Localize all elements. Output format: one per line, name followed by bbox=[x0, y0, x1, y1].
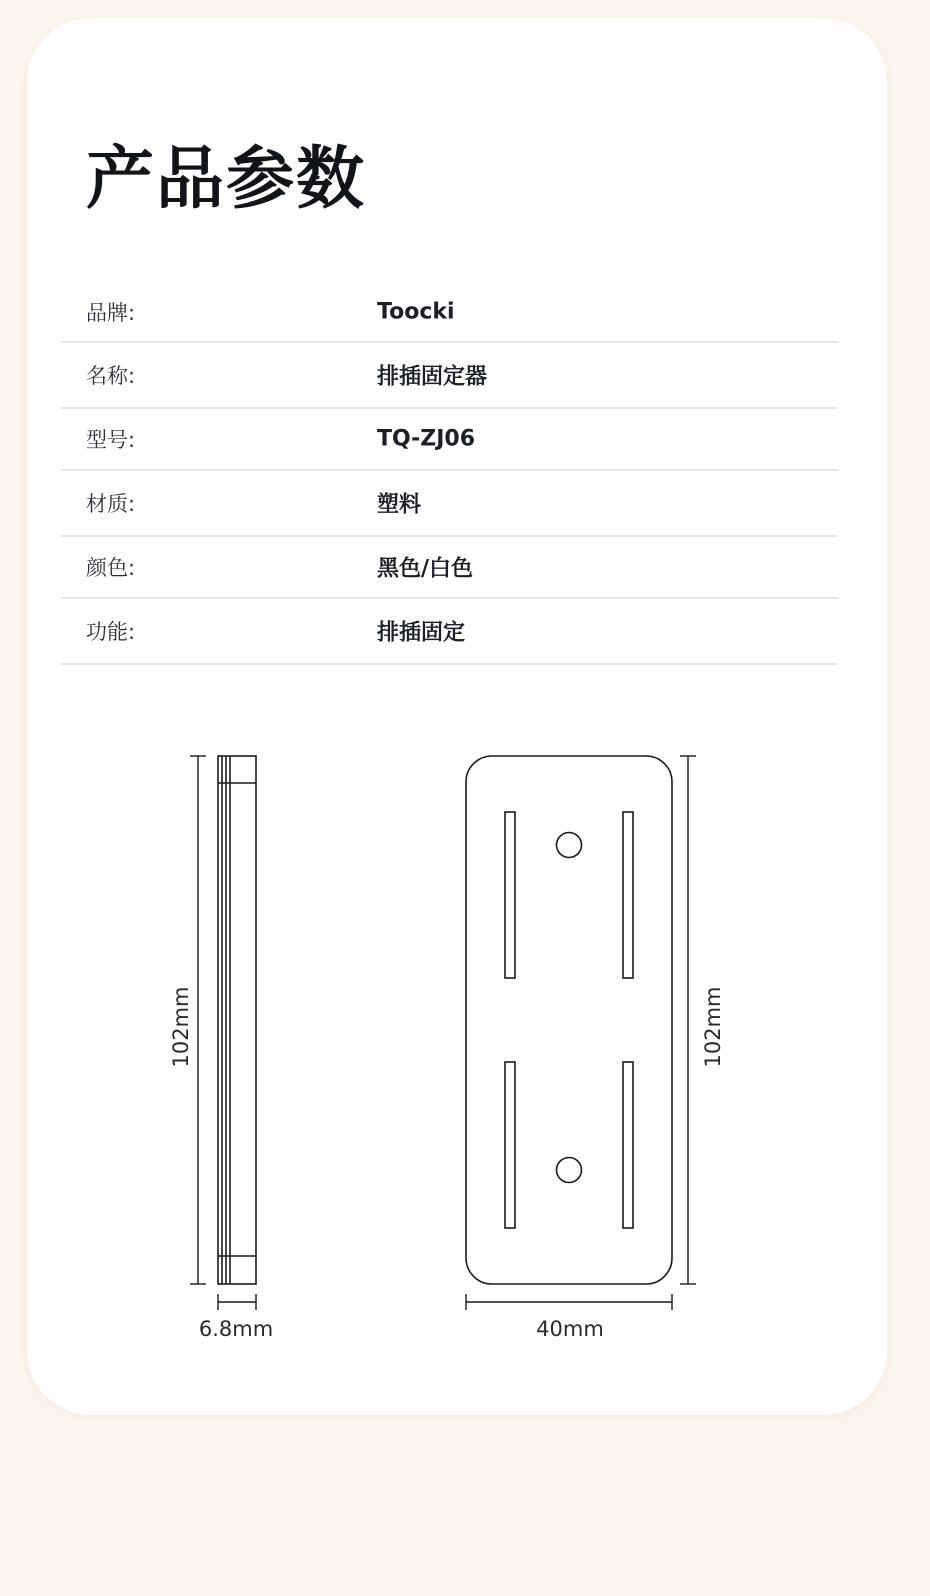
spec-key: 功能: bbox=[86, 620, 136, 644]
side-view bbox=[218, 756, 256, 1284]
spec-key: 品牌: bbox=[86, 301, 136, 325]
front-plate bbox=[466, 756, 672, 1284]
side-thickness-label: 6.8mm bbox=[198, 1317, 274, 1341]
spec-value: 排插固定器 bbox=[377, 364, 488, 390]
spec-key: 颜色: bbox=[86, 556, 136, 580]
spec-key: 名称: bbox=[86, 364, 136, 388]
front-width-dimension bbox=[466, 1294, 672, 1310]
spec-key: 型号: bbox=[86, 428, 136, 452]
page-title: 产品参数 bbox=[86, 140, 367, 219]
screw-hole bbox=[557, 833, 582, 858]
spec-value: 排插固定 bbox=[377, 620, 466, 646]
front-height-dimension bbox=[680, 756, 696, 1284]
slot bbox=[623, 812, 633, 978]
side-height-label: 102mm bbox=[169, 986, 193, 1068]
spec-key: 材质: bbox=[86, 492, 136, 516]
front-view bbox=[466, 756, 672, 1284]
spec-value: 黑色/白色 bbox=[377, 556, 474, 582]
side-body bbox=[218, 756, 256, 1284]
front-height-label: 102mm bbox=[701, 986, 725, 1068]
screw-hole bbox=[557, 1158, 582, 1183]
front-width-label: 40mm bbox=[536, 1317, 604, 1341]
slot bbox=[505, 1062, 515, 1228]
spec-value: TQ-ZJ06 bbox=[377, 426, 476, 452]
slot bbox=[623, 1062, 633, 1228]
spec-value: 塑料 bbox=[377, 492, 422, 518]
spec-value: Toocki bbox=[377, 299, 455, 325]
side-thickness-dimension bbox=[218, 1294, 256, 1310]
slot bbox=[505, 812, 515, 978]
